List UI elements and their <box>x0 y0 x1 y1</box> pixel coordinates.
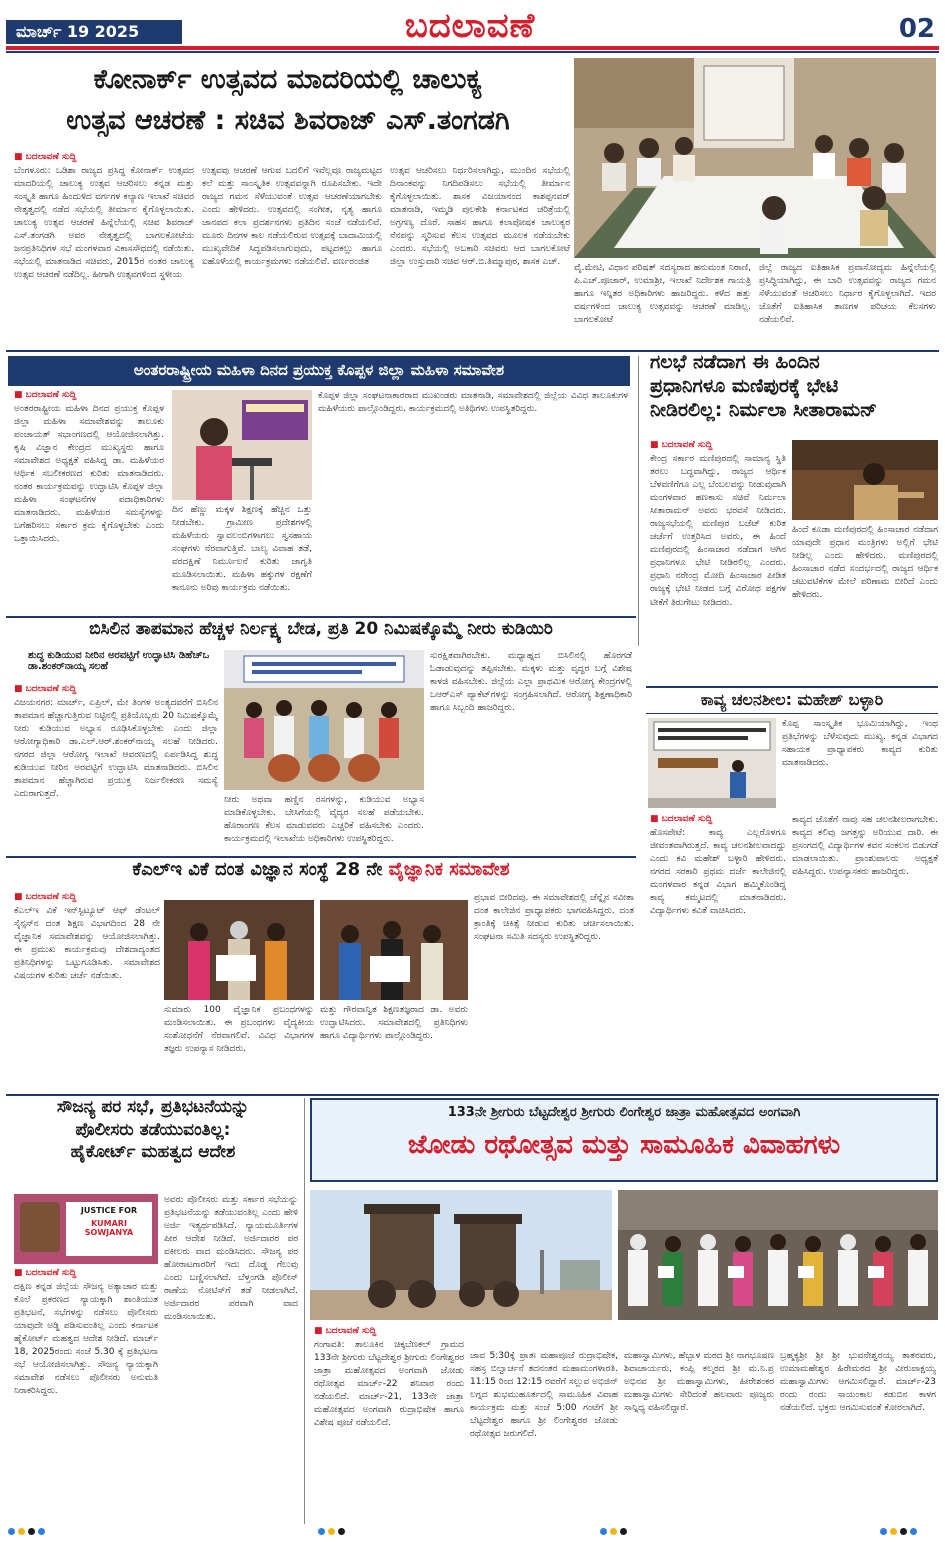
dot-black <box>620 1528 627 1535</box>
minister-photo <box>792 440 938 520</box>
dot-yellow <box>18 1528 25 1535</box>
story8-col3: ಮಹಾಸ್ವಾಮಿಗಳು, ಹೆಬ್ಬಾಳ ಮಠದ ಶ್ರೀ ನಾಗಭೂಷಣ ಶಿವಾಚಾರ್ಯರು, ಕಂಪ್ಲಿ ಕಲ್ಮಠದ ಶ್ರೀ ಮ.ನಿ.ಪ್ರ ಅಭಿನವ ಶ್ರೀ ಮಹಾಸ್ವಾಮಿಗಳು, ಹೀರೇಶಂಕರ ಮಹಾಸ್ವಾಮಿಗಳು ಸೇರಿದಂತೆ ಹಲವಾರು ಪೂಜ್ಯರು ಸಾನ್ನಿಧ್ಯ ವಹಿಸಲಿದ್ದಾರೆ. <box>624 1351 774 1414</box>
story1-caption-col2: ಜಿಲ್ಲೆ ರಾಜ್ಯದ ಐತಿಹಾಸಿಕ ಪ್ರವಾಸೋದ್ಯಮ ಹಿನ್ನೆಲೆಯಲ್ಲಿ ಪ್ರಸಿದ್ಧಿಯಾಗಿದ್ದು, ಈ ಬಾರಿ ಉತ್ಸವವನ್ನು ರಾಜ್ಯದ ಗಮನ ಸೆಳೆಯುವಂತೆ ಆಚರಿಸಲು ನಿರ್ಧಾರ ಕೈಗೊಳ್ಳಲಾಗಿದೆ. ಇದರ ಜೊತೆಗೆ ಐತಿಹಾಸಿಕ ತಾಣಗಳ ಪರಿಚಯ ಕೆಲಸಗಳು ನಡೆಯಲಿವೆ. <box>759 263 936 326</box>
story5-col-top: ಕೊಪ್ಪ ಸಾಂಸ್ಕೃತಿಕ ಭೂಮಿಯಾಗಿದ್ದು, ಇಂಥ ಪ್ರತಿಭೆಗಳನ್ನು ಬೆಳೆಸುವುದು ಮುಖ್ಯ. ಕನ್ನಡ ವಿಭಾಗದ ಸಹಾಯಕ ಪ್ರಾಧ್ಯಾಪಕರು ಕಾವ್ಯದ ಕುರಿತು ಮಾತನಾಡಿದರು. <box>782 719 938 769</box>
chariot-photo <box>310 1190 612 1320</box>
placard-text-line1: JUSTICE FOR <box>80 1206 138 1215</box>
dental-photo-1 <box>164 900 314 1000</box>
story5-byline: ■ ಬದಲಾವಣೆ ಸುದ್ದಿ <box>650 814 786 824</box>
story8-col1 <box>314 1326 464 1522</box>
story7-headline <box>8 1098 298 1188</box>
story1-col3: ಉತ್ಸವ ಆಚರಿಸಲು ನಿರ್ಧರಿಸಲಾಗಿದ್ದು, ಮುಂದಿನ ಸಭೆಯಲ್ಲಿ ದಿನಾಂಕವನ್ನು ನಿಗದಿಪಡಿಸಲು ಸಭೆಯಲ್ಲಿ ತೀರ್ಮಾನ ಕೈಗೊಳ್ಳಲಾಯಿತು. ಶಾಸಕ ವಿಜಯಾನಂದ ಕಾಶಪ್ಪನವರ್ ಮಾತನಾಡಿ, ಇಮ್ಮಡಿ ಪುಲಕೇಶಿ ಕರ್ನಾಟಕದ ಚರಿತ್ರೆಯಲ್ಲಿ ಅಗ್ರಗಣ್ಯ ದೊರೆ. ಸಾಹಸ ಹಾಗೂ ಕಲಾಪೋಷಕ ಚಾಲುಕ್ಯರ ನೆನಪನ್ನು ಸ್ಮರಿಸುವ ಕೆಲಸ ಉತ್ಸವದ ಮೂಲಕ ನಡೆಯಬೇಕು ಎಂದರು. ಸಭೆಯಲ್ಲಿ ಅಬಕಾರಿ ಸಚಿವರು ಆದ ಬಾಗಲಕೋಟೆ ಜಿಲ್ಲಾ ಉಸ್ತುವಾರಿ ಸಚಿವ ಆರ್.ಬಿ.ತಿಮ್ಮಾಪುರ, ಶಾಸಕ ಎಚ್. <box>390 166 570 268</box>
story2-col2: ದಿನ ಹೆಣ್ಣು ಮಕ್ಕಳ ಶಿಕ್ಷಣಕ್ಕೆ ಹೆಚ್ಚಿನ ಒತ್ತು ನೀಡಬೇಕು. ಗ್ರಾಮೀಣ ಪ್ರದೇಶಗಳಲ್ಲಿ ಮಹಿಳೆಯರು ಸ್ವಾವಲಂಬಿಗಳಾಗಲು ಸ್ವಸಹಾಯ ಸಂಘಗಳು ನೆರವಾಗುತ್ತಿವೆ. ಬಾಲ್ಯ ವಿವಾಹ ತಡೆ, ವರದಕ್ಷಿಣೆ ನಿರ್ಮೂಲನೆ ಕುರಿತು ಜಾಗೃತಿ ಮೂಡಿಸಲಾಯಿತು. ಮಹಿಳಾ ಹಕ್ಕುಗಳ ರಕ್ಷಣೆಗೆ ಕಾನೂನು ಅರಿವು ಕಾರ್ಯಕ್ರಮ ನಡೆಯಿತು. <box>172 505 312 594</box>
story4-col1 <box>14 684 218 856</box>
story7-col1 <box>14 1268 158 1522</box>
story2-col3: ಕೊಪ್ಪಳ ಜಿಲ್ಲಾ ಸಂಘಟನಾಕಾರರಾದ ಮುಖಂಡರು ಮಾತನಾಡಿ, ಸಮಾವೇಶದಲ್ಲಿ ಜಿಲ್ಲೆಯ ವಿವಿಧ ತಾಲೂಕುಗಳ ಮಹಿಳೆಯರು ಪಾಲ್ಗೊಂಡಿದ್ದರು. ಕಾರ್ಯಕ್ರಮದಲ್ಲಿ ಅತಿಥಿಗಳು ಉಪಸ್ಥಿತರಿದ್ದರು. <box>318 391 628 415</box>
story3-col2: ಹಿಂದೆ ಕೂಡಾ ಮಣಿಪುರದಲ್ಲಿ ಹಿಂಸಾಚಾರ ನಡೆದಾಗ ಯಾವುದೇ ಪ್ರಧಾನ ಮಂತ್ರಿಗಳು ಅಲ್ಲಿಗೆ ಭೇಟಿ ನೀಡಿಲ್ಲ ಎಂದು ಹೇಳಿದರು. ಮಣಿಪುರದಲ್ಲಿ ಹಿಂಸಾಚಾರ ನಡೆದ ಸಂದರ್ಭದಲ್ಲಿ ರಾಜ್ಯದ ಆರ್ಥಿಕ ಚಟುವಟಿಕೆಗಳ ಮೇಲೆ ಪರಿಣಾಮ ಬೀರಿದೆ ಎಂದು ಹೇಳಿದರು. <box>792 525 938 601</box>
story4-col2: ನೀರು ಅಥವಾ ಹಣ್ಣಿನ ರಸಗಳನ್ನು, ಕುಡಿಯುವ ಅಭ್ಯಾಸ ಮಾಡಿಕೊಳ್ಳಬೇಕು. ಬೇಸಿಗೆಯಲ್ಲಿ ವೈದ್ಯರ ಸಲಹೆ ಪಡೆಯಬೇಕು. ಹೊರಾಂಗಣ ಕೆಲಸ ಮಾಡುವವರು ಎಚ್ಚರಿಕೆ ವಹಿಸಬೇಕು ಎಂದರು. ಕಾರ್ಯಕ್ರಮದಲ್ಲಿ ಇಲಾಖೆಯ ಅಧಿಕಾರಿಗಳು ಉಪಸ್ಥಿತರಿದ್ದರು. <box>224 795 424 845</box>
dot-black <box>338 1528 345 1535</box>
dot-yellow <box>610 1528 617 1535</box>
story3-headline-line1: ಗಲಭೆ ನಡೆದಾಗ ಈ ಹಿಂದಿನ <box>650 351 820 373</box>
story4-headline-box <box>8 620 634 648</box>
story2-body-left <box>14 390 164 612</box>
story8-body1: ಗಂಗಾವತಿ: ತಾಲೂಕಿನ ಚಿಕ್ಕಬೆಣಕಲ್ ಗ್ರಾಮದ 133ನೇ ಶ್ರೀಗುರು ಬೆಟ್ಟದೇಶ್ವರ ಶ್ರೀಗುರು ಲಿಂಗೇಶ್ವರರ ಜಾತ್ರಾ ಮಹೋತ್ಸವದ ಅಂಗವಾಗಿ ಜೋಡು ರಥೋತ್ಸವ ಮಾರ್ಚ್-22 ಶನಿವಾರ ರಂದು ನಡೆಯಲಿದೆ. ಮಾರ್ಚ್-21, 133ನೇ ಜಾತ್ರಾ ಮಹೋತ್ಸವದ ಅಂಗವಾಗಿ ರುದ್ರಾಭಿಷೇಕ ಹಾಗೂ ವಿಶೇಷ ಪೂಜೆ ನಡೆಯಲಿದೆ. <box>314 1340 464 1429</box>
story7-headline-line1: ಸೌಜನ್ಯ ಪರ ಸಭೆ, ಪ್ರತಿಭಟನೆಯನ್ನು <box>56 1097 250 1117</box>
story8-col4: ಬ್ರಹ್ಮಕ್ಯಶ್ರೀ ಶ್ರೀ ಶ್ರೀ ಭುವನೇಶ್ವರಯ್ಯ ತಾತನವರು, ಉಮಾಮಹೇಶ್ವರ ಹಿರೇಮಠದ ಶ್ರೀ ವೀರುಪಾಕ್ಷಯ್ಯ ಮಹಾಸ್ವಾಮಿಗಳು ಆಗಮಿಸಲಿದ್ದಾರೆ. ಮಾರ್ಚ್-23 ರಂದು ರಂದು ಸಾಯಂಕಾಲ ಕಡುಬಿನ ಕಾಳಗ ನಡೆಯಲಿದೆ. ಭಕ್ತರು ಆಗಮಿಸುವಂತೆ ಕೋರಲಾಗಿದೆ. <box>780 1351 936 1414</box>
story7-headline-line2: ಪೊಲೀಸರು ತಡೆಯುವಂತಿಲ್ಲ: <box>75 1119 231 1140</box>
story8-byline: ■ ಬದಲಾವಣೆ ಸುದ್ದಿ <box>314 1326 464 1336</box>
story6-headline-prefix: ಕೆಎಲ್‌ಇ ವಿಕೆ ದಂತ ವಿಜ್ಞಾನ ಸಂಸ್ಥೆ 28 ನೇ <box>132 859 383 880</box>
dot-yellow <box>328 1528 335 1535</box>
story3-byline: ■ ಬದಲಾವಣೆ ಸುದ್ದಿ <box>650 440 786 450</box>
story6-byline: ■ ಬದಲಾವಣೆ ಸುದ್ದಿ <box>14 892 160 902</box>
story1-headline-line2: ಉತ್ಸವ ಆಚರಣೆ : ಸಚಿವ ಶಿವರಾಜ್ ಎಸ್.ತಂಗಡಗಿ <box>66 105 510 137</box>
dot-blue <box>8 1528 15 1535</box>
footer-dots-center-left <box>318 1528 345 1536</box>
poetry-event-photo-illustration <box>648 718 776 808</box>
story5-col1 <box>650 814 786 1072</box>
column-divider-2 <box>304 1098 305 1524</box>
story1-headline-line1: ಕೋನಾರ್ಕ್ ಉತ್ಸವದ ಮಾದರಿಯಲ್ಲಿ ಚಾಲುಕ್ಯ <box>93 64 483 95</box>
story8-headline-box <box>310 1098 938 1182</box>
chariot-photo-illustration <box>310 1190 612 1320</box>
story3-col1 <box>650 440 786 684</box>
story4-headline: ಬಿಸಿಲಿನ ತಾಪಮಾನ ಹೆಚ್ಚಳ ನಿರ್ಲಕ್ಷ್ಯ ಬೇಡ, ಪ್ರತಿ 20 ನಿಮಿಷಕ್ಕೊಮ್ಮೆ ನೀರು ಕುಡಿಯಿರಿ <box>89 619 553 639</box>
page-number: 02 <box>898 14 935 44</box>
story1-col1: ಬೆಂಗಳೂರು: ಒಡಿಶಾ ರಾಜ್ಯದ ಪ್ರಸಿದ್ಧ ಕೋನಾರ್ಕ್ ಉತ್ಸವದ ಮಾದರಿಯಲ್ಲಿ ಚಾಲುಕ್ಯ ಉತ್ಸವ ಆಚರಿಸಲು ಕನ್ನಡ ಮತ್ತು ಸಂಸ್ಕೃತಿ ಹಾಗೂ ಹಿಂದುಳಿದ ವರ್ಗಗಳ ಕಲ್ಯಾಣ ಇಲಾಖೆ ಸಚಿವರ ನೇತೃತ್ವದಲ್ಲಿ ನಡೆದ ಸಭೆಯಲ್ಲಿ ತೀರ್ಮಾನ ಕೈಗೊಳ್ಳಲಾಯಿತು. ಚಾಲುಕ್ಯ ಉತ್ಸವ ಆಚರಣೆ ಹಿನ್ನೆಲೆಯಲ್ಲಿ ಸಚಿವ ಶಿವರಾಜ್ ಎಸ್.ತಂಗಡಗಿ ಅವರ ನೇತೃತ್ವದಲ್ಲಿ ಬಾಗಲಕೋಟೆಯ ಜನಪ್ರತಿನಿಧಿಗಳ ಸಭೆ ಮಂಗಳವಾರ ವಿಕಾಸಸೌಧದಲ್ಲಿ ನಡೆಯಿತು. ಸಭೆಯಲ್ಲಿ ಮಾತನಾಡಿದ ಸಚಿವರು, 2015ರ ನಂತರ ಚಾಲುಕ್ಯ ಉತ್ಸವ ಆಚರಣೆ ನಡೆದಿಲ್ಲ. ಹೀಗಾಗಿ ಉತ್ಸವಗಳಿಂದ ಸ್ಥಳೀಯ <box>14 166 194 281</box>
story2-col1: ಅಂತರರಾಷ್ಟ್ರೀಯ ಮಹಿಳಾ ದಿನದ ಪ್ರಯುಕ್ತ ಕೊಪ್ಪಳ ಜಿಲ್ಲಾ ಮಹಿಳಾ ಸಮಾವೇಶವನ್ನು ತಾಲೂಕು ಪಂಚಾಯತ್ ಸಭಾಂಗಣದಲ್ಲಿ ಆಯೋಜಿಸಲಾಗಿತ್ತು. ಕೃಷಿ ವಿಜ್ಞಾನ ಕೇಂದ್ರದ ಮುಖ್ಯಸ್ಥರು ಹಾಗೂ ಸಮಾವೇಶದ ಅಧ್ಯಕ್ಷತೆ ವಹಿಸಿದ್ದ ಡಾ. ಮಹಿಳೆಯರ ಆರ್ಥಿಕ ಸಬಲೀಕರಣದ ಕುರಿತು ಮಾತನಾಡಿದರು. ನಂತರ ಕಾರ್ಯಕ್ರಮವನ್ನು ಉದ್ಘಾಟಿಸಿ ಕೊಪ್ಪಳ ಜಿಲ್ಲಾ ಮಹಿಳಾ ಸಂಘಟನೆಗಳ ಪದಾಧಿಕಾರಿಗಳು ಮಾತನಾಡಿದರು. ಮಹಿಳೆಯರ ಸಮಸ್ಯೆಗಳನ್ನು ಬಗೆಹರಿಸಲು ಸರ್ಕಾರ ಕ್ರಮ ಕೈಗೊಳ್ಳಬೇಕು ಎಂದು ಒತ್ತಾಯಿಸಿದರು. <box>14 404 164 545</box>
story6-headline-box <box>8 860 634 888</box>
story4-col3: ಸುರಕ್ಷಿತವಾಗಿರಬೇಕು. ಮಧ್ಯಾಹ್ನದ ಬಿಸಿಲಿನಲ್ಲಿ ಹೊರಗಡೆ ಓಡಾಡುವುದನ್ನು ತಪ್ಪಿಸಬೇಕು. ಮಕ್ಕಳು ಮತ್ತು ವೃದ್ಧರ ಬಗ್ಗೆ ವಿಶೇಷ ಕಾಳಜಿ ವಹಿಸಬೇಕು. ಜಿಲ್ಲೆಯ ಎಲ್ಲಾ ಪ್ರಾಥಮಿಕ ಆರೋಗ್ಯ ಕೇಂದ್ರಗಳಲ್ಲಿ ಒಆರ್‌ಎಸ್ ಪ್ಯಾಕೆಟ್‌ಗಳನ್ನು ಸಂಗ್ರಹಿಸಲಾಗಿದೆ. ಆರೋಗ್ಯ ಶಿಕ್ಷಣಾಧಿಕಾರಿ ಹಾಗೂ ಸಿಬ್ಬಂದಿ ಹಾಜರಿದ್ದರು. <box>430 651 632 714</box>
story8-headline: ಜೋಡು ರಥೋತ್ಸವ ಮತ್ತು ಸಾಮೂಹಿಕ ವಿವಾಹಗಳು <box>407 1129 841 1160</box>
meeting-photo-illustration <box>574 58 936 258</box>
placard-text-line2: KUMARI SOWJANYA <box>84 1219 134 1237</box>
story4-subhead: ಶುದ್ಧ ಕುಡಿಯುವ ನೀರಿನ ಅರವಟ್ಟಿಗೆ ಉದ್ಘಾಟಿಸಿ ಡಿಹೆಚ್ಒ ಡಾ.ಶಂಕರ್‌ನಾಯ್ಕ ಸಲಹೆ <box>28 650 210 672</box>
story7-headline-line3: ಹೈಕೋರ್ಟ್ ಮಹತ್ವದ ಆದೇಶ <box>70 1142 236 1163</box>
footer-dots-left <box>8 1528 45 1536</box>
dot-black <box>28 1528 35 1535</box>
couples-photo <box>618 1190 938 1320</box>
minister-photo-illustration <box>792 440 938 520</box>
dot-blue <box>600 1528 607 1535</box>
speaker-photo-illustration <box>172 390 312 500</box>
placard-sign <box>66 1202 152 1256</box>
story1-col2: ಉತ್ಸವವು ಆಚರಣೆ ಆಗುವ ಬದಲಿಗೆ ಇವೆಲ್ಲವೂ ರಾಜ್ಯಮಟ್ಟದ ಕಲೆ ಮತ್ತು ಸಾಂಸ್ಕೃತಿಕ ಉತ್ಸವವನ್ನಾಗಿ ರೂಪಿಸಬೇಕು. ಇದೇ ರಾಜ್ಯದ ಗಮನ ಸೆಳೆಯುವಂತೆ ಉತ್ಸವ ಆಚರಣೆಯಾಗಬೇಕು ಎಂದು ಹೇಳಿದರು. ಉತ್ಸವದಲ್ಲಿ ಸಂಗೀತ, ನೃತ್ಯ ಹಾಗೂ ಜಾನಪದ ಕಲಾ ಪ್ರದರ್ಶನಗಳು ಪ್ರತಿದಿನ ಸಂಜೆ ನಡೆಯಲಿವೆ. ಮೂರು ದಿನಗಳ ಕಾಲ ನಡೆಯಲಿರುವ ಉತ್ಸವಕ್ಕೆ ಬಾದಾಮಿಯಲ್ಲಿ ಮುಖ್ಯವೇದಿಕೆ ಸಿದ್ಧಪಡಿಸಲಾಗುವುದು, ಪಟ್ಟದಕಲ್ಲು ಹಾಗೂ ಐಹೊಳೆಯಲ್ಲಿ ಕಾರ್ಯಕ್ರಮಗಳು ನಡೆಯಲಿವೆ. ವರ್ಣರಂಜಿತ <box>202 166 382 268</box>
story1-caption <box>574 262 936 352</box>
speaker-photo <box>172 390 312 500</box>
story6-col2: ಸುಮಾರು 100 ವೈಜ್ಞಾನಿಕ ಪ್ರಬಂಧಗಳನ್ನು ಮಂಡಿಸಲಾಯಿತು. ಈ ಪ್ರಬಂಧಗಳು ವೈದ್ಯಕೀಯ ಸಂಶೋಧನೆಗೆ ನೆರವಾಗಲಿವೆ. ವಿವಿಧ ವಿಭಾಗಗಳ ತಜ್ಞರು ಉಪನ್ಯಾಸ ನೀಡಿದರು. <box>164 1005 314 1055</box>
dot-blue-2 <box>910 1528 917 1535</box>
story6-col4: ಪ್ರಭಾವ ಬೀರಿದವು. ಈ ಸಮಾವೇಶದಲ್ಲಿ ಚೆನ್ನೈನ ಸವೀತಾ ದಂತ ಕಾಲೇಜಿನ ಪ್ರಾಧ್ಯಾಪಕರು ಭಾಗವಹಿಸಿದ್ದರು. ದಂತ ಕ್ರಾಂತಿಕ್ಕೆ ಚಿಕಿತ್ಸೆ ನೀಡುವ ಕುರಿತು ಚರ್ಚಿಸಲಾಯಿತು. ಸಂಘಟನಾ ಸಮಿತಿ ಸದಸ್ಯರು ಉಪಸ್ಥಿತರಿದ್ದರು. <box>474 893 634 943</box>
water-kiosk-photo-illustration <box>224 650 424 790</box>
story6-col3: ಮತ್ತು ಗೌರವಾನ್ವಿತ ಶಿಕ್ಷಣತಜ್ಞರಾದ ಡಾ. ಅವರು ಉದ್ಘಾಟಿಸಿದರು. ಸಮಾವೇಶದಲ್ಲಿ ಪ್ರತಿನಿಧಿಗಳು ಹಾಗೂ ವಿದ್ಯಾರ್ಥಿಗಳು ಪಾಲ್ಗೊಂಡಿದ್ದರು. <box>320 1005 468 1042</box>
story2-byline: ■ ಬದಲಾವಣೆ ಸುದ್ದಿ <box>14 390 164 400</box>
dot-blue <box>880 1528 887 1535</box>
story8-kicker: 133ನೇ ಶ್ರೀಗುರು ಬೆಟ್ಟದೇಶ್ವರ ಶ್ರೀಗುರು ಲಿಂಗೇಶ್ವರ ಜಾತ್ರಾ ಮಹೋತ್ಸವದ ಅಂಗವಾಗಿ <box>447 1105 801 1120</box>
dental-photo-2 <box>320 900 468 1000</box>
story6-body1: ಕೆಎಲ್‌ಇ ವಿಕೆ ಇನ್‌ಸ್ಟಿಟ್ಯೂಟ್ ಆಫ್ ಡೆಂಟಲ್ ಸೈನ್ಸಸ್‌ನ ದಂತ ಶಿಕ್ಷಣ ವಿಭಾಗದಿಂದ 28 ನೇ ವೈಜ್ಞಾನಿಕ ಸಮಾವೇಶವನ್ನು ಆಯೋಜಿಸಲಾಗಿತ್ತು. ಈ ಪ್ರಮುಖ ಕಾರ್ಯಕ್ರಮವು ದೇಶದಾದ್ಯಂತದ ಪ್ರತಿನಿಧಿಗಳನ್ನು ಒಟ್ಟುಗೂಡಿಸಿತು. ಸಮಾವೇಶದ ವಿಷಯಗಳ ಕುರಿತು ಚರ್ಚೆ ನಡೆಯಿತು. <box>14 906 160 982</box>
story1-body <box>14 152 570 352</box>
story1-byline: ■ ಬದಲಾವಣೆ ಸುದ್ದಿ <box>14 152 570 162</box>
newspaper-brand: ಬದಲಾವಣೆ <box>404 6 536 46</box>
dental-photo-1-illustration <box>164 900 314 1000</box>
footer-dots-center-right <box>600 1528 627 1536</box>
section-divider-4 <box>6 1094 939 1096</box>
story3-headline <box>646 352 938 434</box>
dot-black <box>900 1528 907 1535</box>
masthead-rule-red <box>6 46 939 50</box>
story6-col1 <box>14 892 160 1090</box>
story4-body1: ವಿಜಯನಗರ: ಮಾರ್ಚ್, ಏಪ್ರಿಲ್, ಮೇ ತಿಂಗಳ ಅಂತ್ಯದವರೆಗೆ ಬಿಸಿಲಿನ ತಾಪಮಾನ ಹೆಚ್ಚಾಗುತ್ತಿರುವ ನಿಟ್ಟಿನಲ್ಲಿ ಪ್ರತಿಯೊಬ್ಬರು 20 ನಿಮಿಷಕ್ಕೊಮ್ಮೆ ನೀರು ಕುಡಿಯುವ ಅಭ್ಯಾಸ ರೂಢಿಸಿಕೊಳ್ಳಬೇಕು ಎಂದು ಜಿಲ್ಲಾ ಆರೋಗ್ಯಾಧಿಕಾರಿ ಡಾ.ಎಲ್.ಆರ್.ಶಂಕರ್‌ನಾಯ್ಕ ಸಲಹೆ ನೀಡಿದರು. ನಗರದ ಜಿಲ್ಲಾ ಆರೋಗ್ಯ ಇಲಾಖೆ ಆವರಣದಲ್ಲಿ ಏರ್ಪಡಿಸಿದ್ದ ಶುದ್ಧ ಕುಡಿಯುವ ನೀರಿನ ಅರವಟ್ಟಿಗೆ ಉದ್ಘಾಟಿಸಿ ಮಾತನಾಡಿದರು. ಬಿಸಿಲಿನ ತಾಪಮಾನ ಹೆಚ್ಚಾಗಿರುವ ಪ್ರಯುಕ್ತ ನಿರ್ಜಲೀಕರಣ ಸಮಸ್ಯೆ ಎದುರಾಗುತ್ತದೆ. <box>14 698 218 800</box>
justice-placard-photo <box>14 1194 158 1264</box>
couples-photo-illustration <box>618 1190 938 1320</box>
story5-headline-box <box>646 686 938 714</box>
water-kiosk-photo <box>224 650 424 790</box>
placard-portrait <box>20 1202 60 1252</box>
story5-body2: ಹೊಸಪೇಟೆ: ಕಾವ್ಯ ಎಲ್ಲರೊಳಗೂ ಜೀವಂತವಾಗಿರುತ್ತದೆ. ಕಾವ್ಯ ಚಲನಶೀಲವಾದದ್ದು ಎಂದು ಕವಿ ಮಹೇಶ್ ಬಳ್ಳಾರಿ ಹೇಳಿದರು. ನಗರದ ಸರಕಾರಿ ಪ್ರಥಮ ದರ್ಜೆ ಕಾಲೇಜಿನಲ್ಲಿ ಮಂಗಳವಾರ ಕನ್ನಡ ವಿಭಾಗ ಹಮ್ಮಿಕೊಂಡಿದ್ದ ಕಾವ್ಯ ಕಮ್ಮಟದಲ್ಲಿ ಮಾತನಾಡಿದರು. ವಿದ್ಯಾರ್ಥಿಗಳು ಕವಿತೆ ವಾಚಿಸಿದರು. <box>650 828 786 917</box>
story6-headline <box>8 860 634 881</box>
story3-body: ಕೇಂದ್ರ ಸರ್ಕಾರ ಮಣಿಪುರದಲ್ಲಿ ಸಾಮಾನ್ಯ ಸ್ಥಿತಿ ತರಲು ಬದ್ಧವಾಗಿದ್ದು, ರಾಜ್ಯದ ಆರ್ಥಿಕ ಬೆಳವಣಿಗೆಗೂ ಎಲ್ಲ ಬೆಂಬಲವನ್ನು ನೀಡುವುದಾಗಿ ಮಂಗಳವಾರ ಹಣಕಾಸು ಸಚಿವೆ ನಿರ್ಮಲಾ ಸೀತಾರಾಮನ್ ಅವರು ಭರವಸೆ ನೀಡಿದರು. ರಾಜ್ಯಸಭೆಯಲ್ಲಿ ಮಣಿಪುರ ಬಜೆಟ್ ಕುರಿತ ಚರ್ಚೆಗೆ ಉತ್ತರಿಸಿದ ಅವರು, ಈ ಹಿಂದೆ ಮಣಿಪುರದಲ್ಲಿ ಹಿಂಸಾಚಾರ ನಡೆದಾಗ ಆಗಿನ ಪ್ರಧಾನಿಗಳೂ ಭೇಟಿ ನೀಡಿರಲಿಲ್ಲ ಎಂದರು. ಪ್ರಧಾನಿ ನರೇಂದ್ರ ಮೋದಿ ಹಿಂಸಾಚಾರ ಪೀಡಿತ ರಾಜ್ಯಕ್ಕೆ ಭೇಟಿ ನೀಡದ ಬಗ್ಗೆ ವಿರೋಧ ಪಕ್ಷಗಳ ಟೀಕೆಗೆ ತಿರುಗೇಟು ನೀಡಿದರು. <box>650 454 786 608</box>
story5-headline: ಕಾವ್ಯ ಚಲನಶೀಲ: ಮಹೇಶ್ ಬಳ್ಳಾರಿ <box>700 690 884 709</box>
dot-blue-2 <box>38 1528 45 1535</box>
story6-headline-highlight: ವೈಜ್ಞಾನಿಕ ಸಮಾವೇಶ <box>388 859 510 880</box>
column-divider-1 <box>638 356 639 646</box>
story3-headline-line2: ಪ್ರಧಾನಿಗಳೂ ಮಣಿಪುರಕ್ಕೆ ಭೇಟಿ <box>650 374 839 397</box>
section-divider-3 <box>6 856 636 858</box>
story7-body1: ದಕ್ಷಿಣ ಕನ್ನಡ ಜಿಲ್ಲೆಯ ಸೌಜನ್ಯ ಅತ್ಯಾಚಾರ ಮತ್ತು ಕೊಲೆ ಪ್ರಕರಣದ ನ್ಯಾಯಕ್ಕಾಗಿ ಶಾಂತಿಯುತ ಪ್ರತಿಭಟನೆ, ಸಭೆಗಳನ್ನು ನಡೆಸಲು ಪೊಲೀಸರು ಯಾವುದೇ ಅಡ್ಡಿ ಪಡಿಸುವಂತಿಲ್ಲ ಎಂದು ಕರ್ನಾಟಕ ಹೈಕೋರ್ಟ್ ಮಹತ್ವದ ಆದೇಶ ನೀಡಿದೆ. ಮಾರ್ಚ್ 18, 2025ರಂದು ಸಂಜೆ 5.30 ಕ್ಕೆ ಪ್ರತಿಭಟನಾ ಸಭೆ ಆಯೋಜಿಸಲಾಗಿತ್ತು. ಸೌಜನ್ಯ ನ್ಯಾಯಕ್ಕಾಗಿ ಸಮಾವೇಶ ನಡೆಸಲು ಪೊಲೀಸರು ಅನುಮತಿ ನಿರಾಕರಿಸಿದ್ದರು. <box>14 1282 158 1397</box>
section-divider-2 <box>6 616 636 618</box>
footer-dots-right <box>880 1528 917 1536</box>
dot-blue <box>318 1528 325 1535</box>
story7-col2: ಅವರು ಪೊಲೀಸರು ಮತ್ತು ಸರ್ಕಾರ ಸಭೆಯನ್ನು ಪ್ರತಿಭಟನೆಯನ್ನು ತಡೆಯುವಂತಿಲ್ಲ ಎಂದು ಹೇಳಿ ಅರ್ಜಿ ಇತ್ಯರ್ಥಪಡಿಸಿದೆ. ನ್ಯಾಯಮೂರ್ತಿಗಳ ಪೀಠ ಆದೇಶ ನೀಡಿದೆ. ಅರ್ಜಿದಾರರ ಪರ ವಕೀಲರು ವಾದ ಮಂಡಿಸಿದರು. ಸೌಜನ್ಯ ಪರ ಹೋರಾಟಗಾರರಿಗೆ ಇದು ದೊಡ್ಡ ಗೆಲುವು ಎಂದು ಬಣ್ಣಿಸಲಾಗಿದೆ. ಬೆಳ್ತಂಗಡಿ ಪೊಲೀಸ್ ಠಾಣೆಯ ನೋಟಿಸ್‌ಗೆ ತಡೆ ನೀಡಲಾಗಿದೆ. ಅರ್ಜಿದಾರರ ಪರವಾಗಿ ವಾದ ಮಂಡಿಸಲಾಯಿತು. <box>164 1195 298 1323</box>
story4-byline: ■ ಬದಲಾವಣೆ ಸುದ್ದಿ <box>14 684 218 694</box>
dental-photo-2-illustration <box>320 900 468 1000</box>
issue-date: ಮಾರ್ಚ್ 19 2025 <box>6 20 182 44</box>
story8-col2: ಜಾವ 5:30ಕ್ಕೆ ಪ್ರಾತಃ ಮಹಾಪೂಜೆ ರುದ್ರಾಭಿಷೇಕ, ಸಹಸ್ರ ಬಿಲ್ವಾರ್ಚನೆ ತದನಂತರ ಮಹಾಮಂಗಳಾರತಿ. 11:15 ರಿಂದ 12:15 ರವರೆಗೆ ಸಲ್ಲುವ ಅಭಿಜಿನ್ ಲಗ್ನದ ಶುಭಮುಹೂರ್ತದಲ್ಲಿ ಸಾಮೂಹಿಕ ವಿವಾಹ ಕಾರ್ಯಕ್ರಮ ಮತ್ತು ಸಂಜೆ 5:00 ಗಂಟೆಗೆ ಶ್ರೀ ಬೆಟ್ಟದೇಶ್ವರ ಹಾಗೂ ಶ್ರೀ ಲಿಂಗೇಶ್ವರರ ಜೋಡು ರಥೋತ್ಸವ ಜರುಗಲಿದೆ. <box>470 1351 618 1440</box>
story5-col2: ಕಾವ್ಯದ ಜೊತೆಗೆ ನಾವು ಸಹ ಚಲನಶೀಲರಾಗಬೇಕು. ಕಾವ್ಯದ ಕಲಿವು ಜಗತ್ತನ್ನು ಅರಿಯುವ ದಾರಿ. ಈ ಪ್ರಸಂಗದಲ್ಲಿ ವಿದ್ಯಾರ್ಥಿಗಳ ಕವನ ಸಂಕಲನ ಬಿಡುಗಡೆ ಮಾಡಲಾಯಿತು. ಪ್ರಾಂಶುಪಾಲರು ಅಧ್ಯಕ್ಷತೆ ವಹಿಸಿದ್ದರು. ಉಪನ್ಯಾಸಕರು ಹಾಜರಿದ್ದರು. <box>792 815 938 878</box>
story2-headline: ಅಂತರರಾಷ್ಟ್ರೀಯ ಮಹಿಳಾ ದಿನದ ಪ್ರಯುಕ್ತ ಕೊಪ್ಪಳ ಜಿಲ್ಲಾ ಮಹಿಳಾ ಸಮಾವೇಶ <box>8 356 630 386</box>
story1-caption-col1: ವೈ.ಮೇಟಿ, ವಿಧಾನ ಪರಿಷತ್ ಸದಸ್ಯರಾದ ಹನುಮಂತ ನಿರಾಣಿ, ಪಿ.ಎಚ್.ಪೂಜಾರ್, ಉಮಾಶ್ರೀ, ಇಲಾಖೆ ನಿರ್ದೇಶಕ ಗಾಯತ್ರಿ ಹಾಗೂ ಇನ್ನಿತರ ಅಧಿಕಾರಿಗಳು ಹಾಜರಿದ್ದರು. ಕಳೆದ ಹತ್ತು ವರ್ಷಗಳಿಂದ ಚಾಲುಕ್ಯ ಉತ್ಸವವನ್ನು ಆಚರಣೆ ಮಾಡಿಲ್ಲ. ಬಾಗಲಕೋಟೆ <box>574 263 751 326</box>
story3-headline-line3: ನೀಡಿರಲಿಲ್ಲ: ನಿರ್ಮಲಾ ಸೀತಾರಾಮನ್ <box>650 398 877 421</box>
story1-headline <box>8 60 568 150</box>
poetry-event-photo <box>648 718 776 808</box>
story7-byline: ■ ಬದಲಾವಣೆ ಸುದ್ದಿ <box>14 1268 158 1278</box>
meeting-photo <box>574 58 936 258</box>
dot-yellow <box>890 1528 897 1535</box>
masthead-rule-blue <box>6 51 939 53</box>
masthead <box>0 0 945 52</box>
